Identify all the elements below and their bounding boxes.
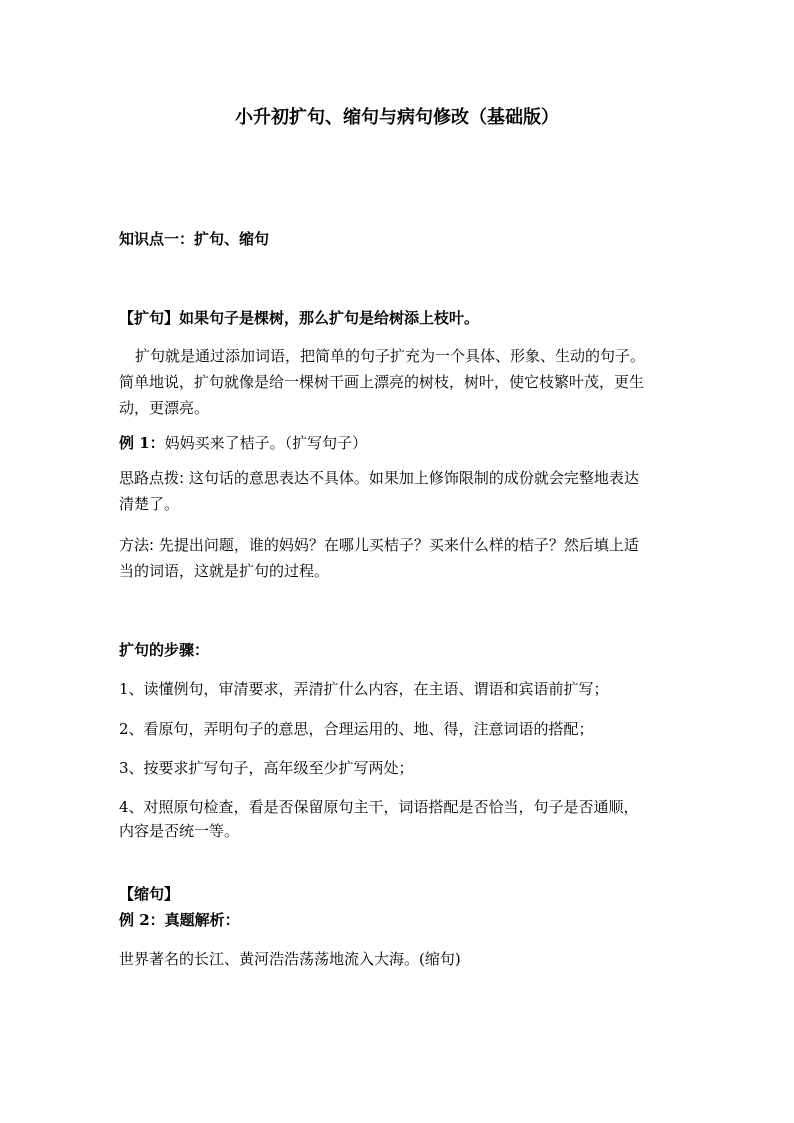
example-1-text: 妈妈买来了桔子。（扩写句子）	[164, 434, 368, 452]
hint-line-2: 清楚了。	[119, 495, 180, 513]
kuoju-intro-text: 如果句子是棵树，那么扩句是给树添上枝叶。	[179, 309, 480, 327]
step-3: 3、按要求扩写句子，高年级至少扩写两处；	[119, 759, 414, 777]
suoju-heading: 【缩句】	[119, 885, 180, 903]
kuoju-definition-line-3: 动，更漂亮。	[119, 399, 210, 417]
example-1	[119, 433, 367, 453]
step-4-line-2: 内容是否统一等。	[119, 822, 240, 840]
method-line-1: 方法: 先提出问题，谁的妈妈？在哪儿买桔子？买来什么样的桔子？然后填上适	[119, 536, 639, 554]
steps-heading: 扩句的步骤：	[119, 641, 210, 659]
method-line-2: 当的词语，这就是扩句的过程。	[119, 562, 330, 580]
document-title: 小升初扩句、缩句与病句修改（基础版）	[235, 107, 559, 128]
example-2-sentence: 世界著名的长江、黄河浩浩荡荡地流入大海。(缩句)	[119, 950, 461, 968]
kuoju-intro	[119, 308, 479, 328]
hint-line-1: 思路点拨: 这句话的意思表达不具体。如果加上修饰限制的成份就会完整地表达	[119, 469, 639, 487]
step-4-line-1: 4、对照原句检查，看是否保留原句主干，词语搭配是否恰当，句子是否通顺，	[119, 798, 639, 816]
kuoju-definition-line-1: 扩句就是通过添加词语，把简单的句子扩充为一个具体、形象、生动的句子。	[135, 347, 646, 365]
example-1-label: 例 1：	[119, 434, 165, 452]
section-heading-knowledge-point-1: 知识点一：扩句、缩句	[119, 230, 270, 248]
kuoju-definition-line-2: 简单地说，扩句就像是给一棵树干画上漂亮的树枝，树叶，使它枝繁叶茂，更生	[119, 373, 645, 391]
kuoju-label: 【扩句】	[119, 309, 180, 327]
example-2-heading: 例 2：真题解析：	[119, 911, 240, 929]
step-2: 2、看原句，弄明句子的意思，合理运用的、地、得，注意词语的搭配；	[119, 720, 594, 738]
step-1: 1、读懂例句，审清要求，弄清扩什么内容，在主语、谓语和宾语前扩写；	[119, 680, 609, 698]
